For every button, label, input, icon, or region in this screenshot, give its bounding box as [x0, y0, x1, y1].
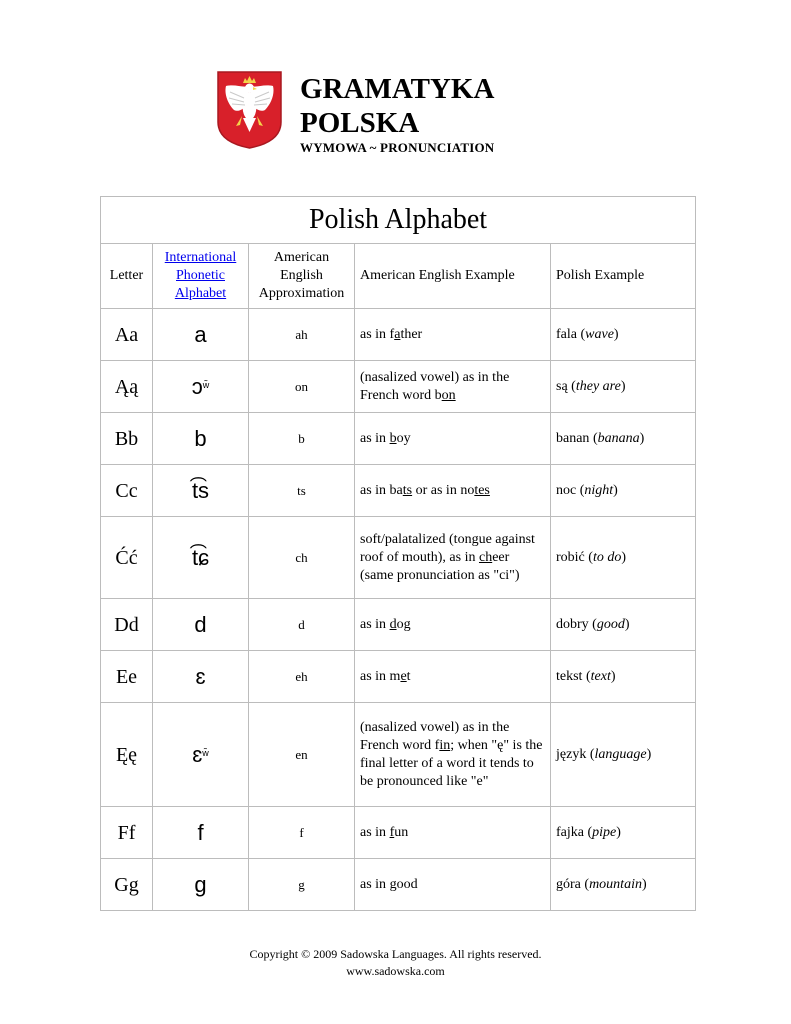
english-example-cell: [355, 599, 551, 651]
approximation-cell: b: [249, 413, 355, 465]
polish-example-cell: dobry (good): [551, 599, 696, 651]
header-polish-example: Polish Example: [551, 244, 696, 309]
approximation-cell: ch: [249, 517, 355, 599]
english-example-text: ther: [400, 326, 423, 342]
english-example-highlight: f: [389, 824, 395, 840]
english-example-text: as in: [360, 430, 390, 446]
english-example-highlight: d: [389, 616, 397, 632]
page-subtitle: WYMOWA ~ PRONUNCIATION: [300, 140, 495, 155]
ipa-cell: [153, 703, 249, 807]
polish-gloss: text: [590, 668, 611, 684]
page-footer: [0, 946, 791, 980]
table-row: [101, 703, 696, 807]
ipa-cell: [153, 599, 249, 651]
ipa-symbol: ɛ: [195, 663, 206, 689]
letter-cell: Ęę: [101, 703, 153, 807]
header-ipa: [153, 244, 249, 309]
table-header-row: [101, 244, 696, 309]
letter-cell: Cc: [101, 465, 153, 517]
english-example-text: as in: [360, 876, 390, 892]
ipa-cell: [153, 413, 249, 465]
polish-word: fala: [556, 326, 577, 342]
ipa-cell: [153, 807, 249, 859]
website-text: www.sadowska.com: [346, 964, 445, 978]
table-row: [101, 807, 696, 859]
english-example-highlight: ts: [402, 482, 413, 498]
polish-word: robić: [556, 549, 585, 565]
english-example-text: ; when "ę" is the final letter of a word it tends to be pronounced like "e": [360, 737, 543, 789]
letter-cell: Bb: [101, 413, 153, 465]
ipa-symbol: ɔ: [191, 373, 203, 399]
approximation-cell: f: [249, 807, 355, 859]
english-example-text: oy: [396, 430, 411, 446]
polish-gloss: wave: [585, 326, 614, 342]
polish-example-cell: fajka (pipe): [551, 807, 696, 859]
polish-word: góra: [556, 876, 581, 892]
english-example-text: as in: [360, 616, 390, 632]
approximation-cell: d: [249, 599, 355, 651]
polish-example-cell: noc (night): [551, 465, 696, 517]
nasal-mark: w̃: [202, 747, 209, 758]
ipa-cell: [153, 361, 249, 413]
table-row: [101, 599, 696, 651]
page-title: [300, 72, 494, 140]
table-row: [101, 651, 696, 703]
ipa-cell: [153, 465, 249, 517]
approximation-cell: on: [249, 361, 355, 413]
title-line-1: GRAMATYKA: [300, 73, 495, 105]
ipa-cell: [153, 859, 249, 911]
approximation-cell: g: [249, 859, 355, 911]
table-row: [101, 517, 696, 599]
ipa-symbol: g: [194, 871, 207, 897]
approximation-cell: ah: [249, 309, 355, 361]
ipa-cell: [153, 651, 249, 703]
table-body: [101, 309, 696, 911]
polish-example-cell: język (language): [551, 703, 696, 807]
polish-word: dobry: [556, 616, 589, 632]
letter-cell: Aa: [101, 309, 153, 361]
header-letter: Letter: [101, 244, 153, 309]
polish-gloss: good: [596, 616, 625, 632]
letter-cell: Ff: [101, 807, 153, 859]
polish-word: tekst: [556, 668, 583, 684]
polish-gloss: mountain: [589, 876, 642, 892]
header-english-example: American English Example: [355, 244, 551, 309]
polish-gloss: to do: [592, 549, 622, 565]
polish-example-cell: są (they are): [551, 361, 696, 413]
english-example-text: as in f: [360, 326, 395, 342]
ipa-symbol: t͡ɕ: [191, 544, 210, 570]
english-example-highlight: ch: [478, 549, 493, 565]
polish-word: są: [556, 378, 568, 394]
polish-word: noc: [556, 482, 577, 498]
english-example-text: soft/palatalized (tongue against roof of mouth), as in: [360, 531, 535, 565]
english-example-text: og: [396, 616, 411, 632]
table-row: [101, 309, 696, 361]
letter-cell: Ee: [101, 651, 153, 703]
ipa-link[interactable]: International Phonetic Alphabet: [164, 250, 237, 301]
english-example-text: (nasalized vowel) as in the French word f: [360, 719, 510, 753]
english-example-text: ood: [396, 876, 418, 892]
letter-cell: Gg: [101, 859, 153, 911]
ipa-symbol: t͡s: [191, 477, 210, 503]
approximation-cell: eh: [249, 651, 355, 703]
alphabet-table: [100, 196, 696, 911]
english-example-text: un: [394, 824, 409, 840]
english-example-cell: [355, 807, 551, 859]
polish-gloss: they are: [575, 378, 621, 394]
polish-word: język: [556, 746, 587, 762]
english-example-highlight: b: [389, 430, 397, 446]
copyright-text: Copyright © 2009 Sadowska Languages. All rights reserved.: [249, 947, 542, 961]
table-row: [101, 413, 696, 465]
page-header: [216, 70, 616, 160]
ipa-symbol: ɛ: [192, 741, 203, 767]
english-example-cell: [355, 859, 551, 911]
english-example-cell: [355, 703, 551, 807]
letter-cell: Dd: [101, 599, 153, 651]
table-caption: Polish Alphabet: [101, 197, 696, 244]
english-example-highlight: on: [441, 387, 456, 403]
english-example-text: as in ba: [360, 482, 403, 498]
ipa-symbol: f: [197, 819, 204, 845]
english-example-cell: [355, 651, 551, 703]
approximation-cell: ts: [249, 465, 355, 517]
table-row: [101, 859, 696, 911]
english-example-cell: [355, 517, 551, 599]
polish-example-cell: góra (mountain): [551, 859, 696, 911]
english-example-cell: [355, 309, 551, 361]
polish-example-cell: robić (to do): [551, 517, 696, 599]
polish-eagle-emblem-icon: [216, 70, 283, 150]
english-example-text: or as in no: [412, 482, 475, 498]
ipa-symbol: b: [194, 425, 207, 451]
ipa-cell: [153, 517, 249, 599]
english-example-cell: [355, 413, 551, 465]
english-example-highlight: e: [400, 668, 407, 684]
english-example-text: as in m: [360, 668, 401, 684]
polish-gloss: night: [584, 482, 614, 498]
table-row: [101, 361, 696, 413]
table-caption-row: [101, 197, 696, 244]
polish-example-cell: fala (wave): [551, 309, 696, 361]
english-example-highlight: a: [394, 326, 401, 342]
title-line-2: POLSKA: [300, 107, 420, 139]
table-row: [101, 465, 696, 517]
english-example-text: t: [406, 668, 411, 684]
english-example-highlight: g: [389, 876, 397, 892]
english-example-cell: [355, 465, 551, 517]
polish-gloss: language: [594, 746, 647, 762]
letter-cell: Ąą: [101, 361, 153, 413]
english-example-highlight: in: [439, 737, 451, 753]
polish-gloss: banana: [597, 430, 640, 446]
english-example-text: (nasalized vowel) as in the French word b: [360, 369, 510, 403]
nasal-mark: w̃: [202, 379, 210, 390]
english-example-highlight: tes: [474, 482, 490, 498]
polish-example-cell: tekst (text): [551, 651, 696, 703]
approximation-cell: en: [249, 703, 355, 807]
english-example-text: eer (same pronunciation as "ci"): [360, 549, 520, 583]
ipa-symbol: d: [194, 611, 207, 637]
polish-gloss: pipe: [592, 824, 617, 840]
polish-example-cell: banan (banana): [551, 413, 696, 465]
letter-cell: Ćć: [101, 517, 153, 599]
english-example-text: as in: [360, 824, 390, 840]
polish-word: banan: [556, 430, 590, 446]
ipa-symbol: a: [194, 321, 207, 347]
ipa-cell: [153, 309, 249, 361]
header-approximation: American English Approximation: [249, 244, 355, 309]
polish-word: fajka: [556, 824, 584, 840]
english-example-cell: [355, 361, 551, 413]
